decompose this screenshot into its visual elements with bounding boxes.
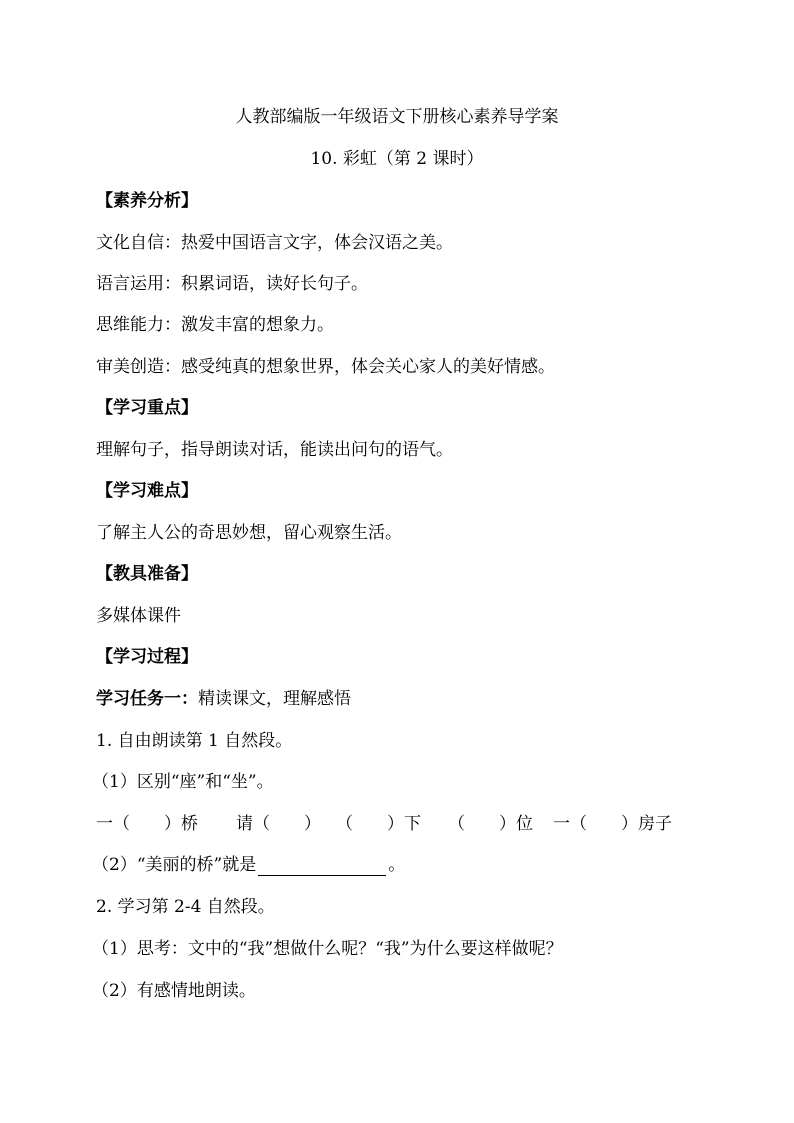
fill-blank[interactable]: 一（ ）桥: [96, 814, 198, 834]
difficulties-text: 了解主人公的奇思妙想，留心观察生活。: [96, 523, 402, 543]
heading-teaching-aids: 【教具准备】: [96, 564, 198, 584]
step-two-question-two: （2）有感情地朗读。: [92, 981, 256, 1001]
analysis-item: 思维能力：激发丰富的想象力。: [96, 315, 334, 335]
heading-key-points: 【学习重点】: [96, 398, 198, 418]
document-title: 人教部编版一年级语文下册核心素养导学案: [235, 107, 559, 127]
answer-blank-line[interactable]: [258, 857, 386, 876]
fill-blank[interactable]: 一（ ）房子: [553, 814, 672, 834]
analysis-item: 文化自信：热爱中国语言文字，体会汉语之美。: [96, 233, 453, 253]
task-one-label: 学习任务一：: [96, 689, 198, 709]
analysis-item: 语言运用：积累词语，读好长句子。: [96, 274, 368, 294]
step-two-question-one: （1）思考：文中的“我”想做什么呢？“我”为什么要这样做呢？: [92, 939, 563, 959]
heading-learning-process: 【学习过程】: [96, 647, 198, 667]
fill-blank[interactable]: 请（ ）: [236, 814, 321, 834]
question-two-suffix: 。: [388, 855, 406, 875]
teaching-aids-text: 多媒体课件: [96, 606, 181, 626]
step-one: 1. 自由朗读第 1 自然段。: [96, 731, 293, 751]
question-two-prefix: （2）“美丽的桥”就是: [92, 855, 257, 875]
key-points-text: 理解句子，指导朗读对话，能读出问句的语气。: [96, 440, 453, 460]
step-two: 2. 学习第 2-4 自然段。: [96, 897, 275, 917]
step-one-question-two: [92, 854, 405, 876]
task-one: [96, 688, 351, 710]
analysis-item: 审美创造：感受纯真的想象世界，体会关心家人的美好情感。: [96, 357, 555, 377]
fill-blank[interactable]: （ ）位: [448, 814, 533, 834]
lesson-title: 10. 彩虹（第 2 课时）: [310, 149, 484, 169]
heading-difficulties: 【学习难点】: [96, 481, 198, 501]
heading-analysis: 【素养分析】: [96, 191, 198, 211]
task-one-text: 精读课文，理解感悟: [198, 689, 351, 709]
fill-blank[interactable]: （ ）下: [336, 814, 421, 834]
step-one-question-one: （1）区别“座”和“坐”。: [92, 772, 274, 792]
